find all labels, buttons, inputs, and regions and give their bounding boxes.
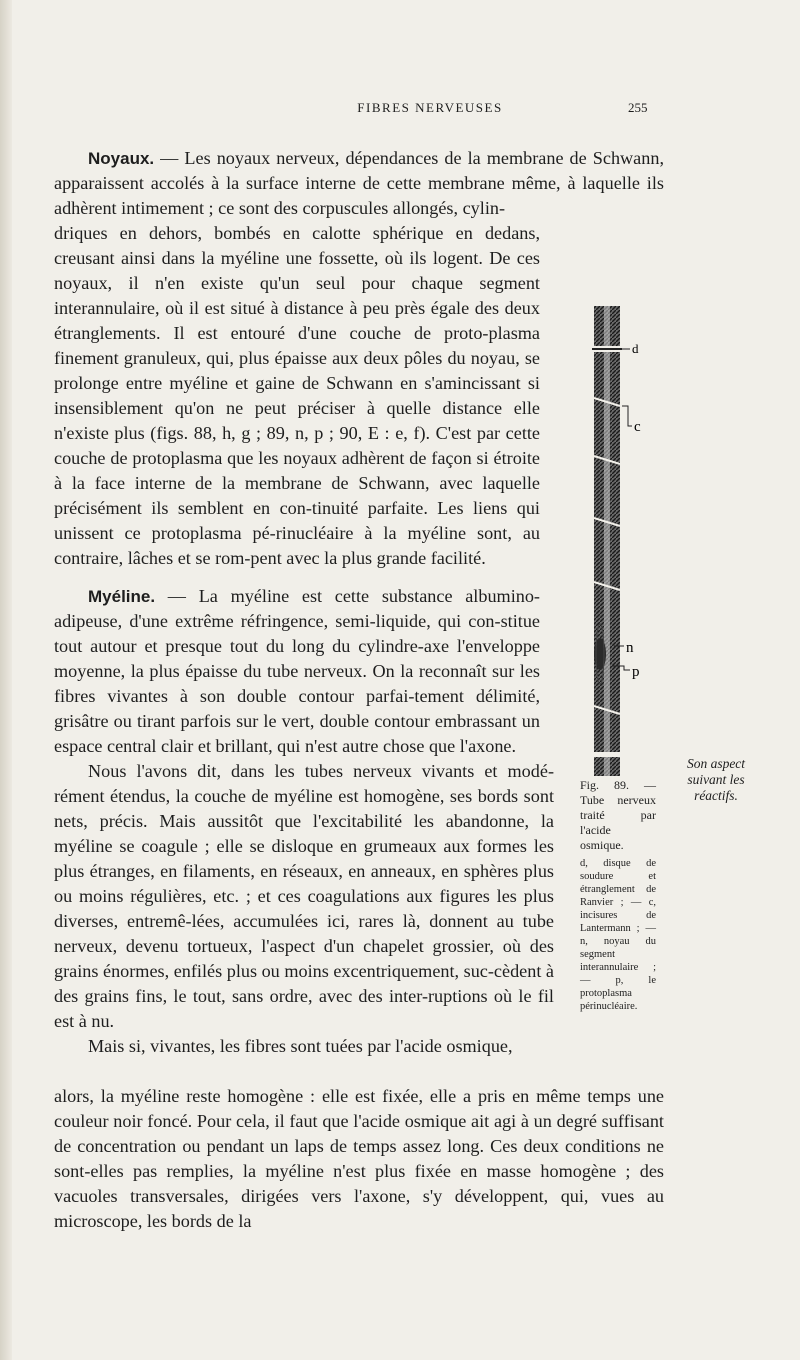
myeline-section — [54, 584, 540, 759]
margin-note: Son aspect suivant les réactifs. — [686, 756, 746, 803]
label-c: c — [634, 419, 641, 435]
label-d: d — [632, 341, 639, 356]
myeline-para2: Nous l'avons dit, dans les tubes nerveux vivants et modé-rément étendus, la couche de myéline est homogène, ses bords sont nets, précis. Mais aussitôt que l'excitabilité les abandonne, la myéline se coagule ; elle se disloque en grumeaux aux formes les plus étranges, en filaments, en réseaux, en anneaux, en sphères plus ou moins régulières, etc. ; et ces coagulations aux figures les plus diverses, entremê-lées, accumulées ici, rares là, donnent au tube nerveux, devenu tortueux, l'aspect d'un chapelet grossier, où des grains énormes, enfilés plus ou moins excentriquement, suc-cèdent à des grains fins, le tout, sans ordre, avec des inter-ruptions où le fil est à nu. — [54, 761, 555, 1031]
running-head: FIBRES NERVEUSES — [357, 100, 503, 115]
page-header — [0, 100, 800, 124]
myeline-heading: Myéline. — [88, 587, 156, 606]
label-p: p — [632, 664, 640, 680]
myeline-intro: — La myéline est cette substance albumino-adipeuse, d'une extrême réfringence, semi-liquide, qui con-stitue tout autour et presque tout du long du cylindre-axe l'enveloppe moyenne, la plus épaisse du tube nerveux. On la reconnaît sur les fibres vivantes à son double contour parfai-tement délimité, grisâtre ou tirant parfois sur le vert, double contour embrassant un espace central clair et brillant, qui n'est autre chose que l'axone. — [54, 586, 540, 756]
page-binding-edge — [0, 0, 12, 1360]
axon-core — [604, 306, 610, 776]
noyaux-paragraph-start — [54, 146, 664, 221]
figure-caption-title: Fig. 89. — Tube nerveux traité par l'acide osmique. — [580, 778, 656, 852]
noyaux-heading: Noyaux. — [88, 149, 155, 168]
myeline-para3-full: alors, la myéline reste homogène : elle est fixée, elle a pris en même temps une couleur noir foncé. Pour cela, il faut que l'acide osmique ait agi à un degré suffisant de concentration ou pendant un laps de temps assez long. Ces deux conditions ne sont-elles pas remplies, la myéline n'est plus fixée en masse homogène ; des vacuoles transversales, dirigées vers l'axone, s'y développent, qui, vues au microscope, les bords de la — [54, 1086, 664, 1231]
figure-caption — [580, 778, 656, 1013]
page-number: 255 — [628, 100, 648, 115]
label-n: n — [626, 640, 634, 656]
myeline-paragraph-3-continued — [54, 1084, 664, 1234]
myeline-para3-start: Mais si, vivantes, les fibres sont tuées par l'acide osmique, — [88, 1036, 513, 1056]
myeline-paragraph-2 — [54, 759, 554, 1059]
noyaux-text-full: — Les noyaux nerveux, dépendances de la membrane de Schwann, apparaissent accolés à la surface interne de cette membrane même, à laquelle ils adhèrent intimement ; ce sont des corpuscules allongés, cylin- — [54, 148, 664, 218]
noyaux-paragraph-continued — [54, 221, 540, 571]
noyaux-text-narrow: driques en dehors, bombés en calotte sphérique en dedans, creusant ainsi dans la myéline une fossette, où ils logent. De ces noyaux, il n'en existe qu'un seul pour chaque segment interannulaire, où il est situé à distance à peu près égale des deux étranglements. Il est entouré d'une couche de proto-plasma finement granuleux, qui, plus épaisse aux deux pôles du noyau, se prolonge entre myéline et gaine de Schwann en s'amincissant si insensiblement qu'on ne peut préciser à quelle distance elle n'existe plus (figs. 88, h, g ; 89, n, p ; 90, E : e, f). C'est par cette couche de protoplasma que les noyaux adhèrent de façon si étroite à la face interne de la membrane de Schwann, avec laquelle précisément ils semblent en con-tinuité parfaite. Les liens qui unissent ce protoplasma pé-rinucléaire à la myéline sont, au contraire, lâches et se rom-pent avec la plus grande facilité. — [54, 223, 540, 568]
nerve-tube-illustration — [584, 306, 724, 778]
figure-89 — [584, 306, 724, 778]
figure-legend: d, disque de soudure et étranglement de Ranvier ; — c, incisures de Lantermann ; — n, noyau du segment interannulaire ; — p, le protoplasma périnucléaire. — [580, 858, 656, 1012]
